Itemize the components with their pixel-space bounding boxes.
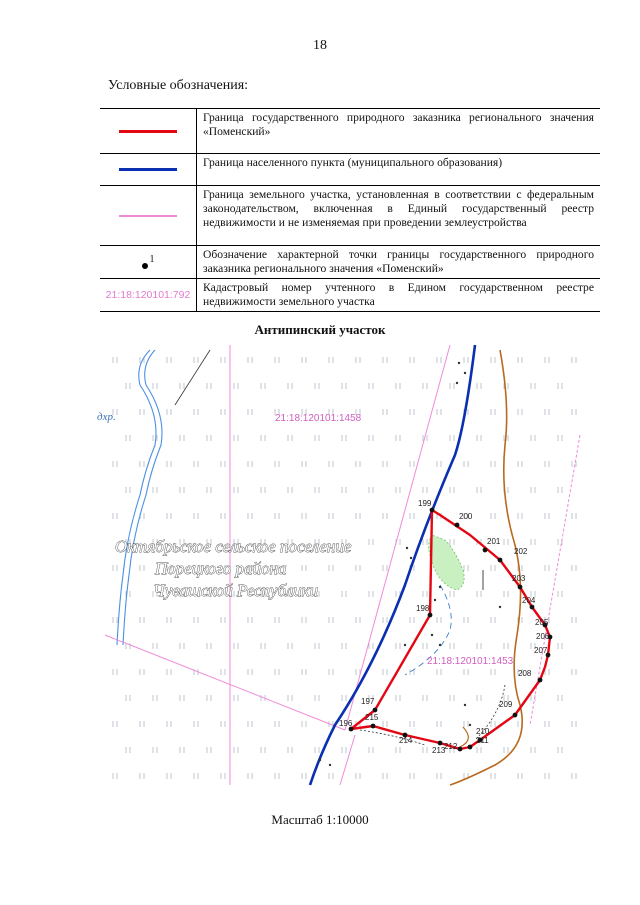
boundary-point-label: 202 [514,547,528,556]
legend-row-cadastral [100,279,600,312]
boundary-point [373,708,378,713]
legend-symbol [100,279,197,312]
map-title: Антипинский участок [254,322,386,337]
cadastral-sample: 21:18:120101:792 [105,289,191,301]
boundary-point [530,605,535,610]
boundary-point [513,713,518,718]
boundary-point [483,548,488,553]
legend-row-point [100,246,600,279]
boundary-point-label: 198 [416,604,430,613]
map-canvas [97,345,585,785]
boundary-point-label: 203 [512,574,526,583]
boundary-point [455,523,460,528]
point-sample: 1 [149,254,155,265]
legend-text: Граница земельного участка, установленная в соответствии с федеральным законодательством, включенная в Единый государственный реестр недвижимости и не изменяемая при проведении землеустройства [197,186,601,246]
boundary-point [538,678,543,683]
boundary-point [498,558,503,563]
vegetation-patch [429,535,464,590]
legend-symbol [100,109,197,154]
boundary-point-label: 214 [399,736,413,745]
boundary-point-label: 197 [361,697,375,706]
parcel-boundary [340,735,355,785]
legend-symbol [100,186,197,246]
boundary-point-label: 200 [459,512,473,521]
pink-line-icon [119,215,177,217]
map-scale: Масштаб 1:10000 [271,812,369,827]
boundary-point-label: 213 [432,746,446,755]
legend-row-settlement [100,154,600,186]
boundary-point [428,613,433,618]
cadastral-label: 21:18:120101:1458 [275,413,362,424]
boundary-point [458,747,463,752]
boundary-point-label: 206 [536,632,550,641]
parcel-boundary [105,635,345,730]
river-line [123,350,162,645]
boundary-point-label: 205 [535,618,549,627]
boundary-point-label: 207 [534,646,548,655]
ditch-label: дхр. [97,411,116,423]
legend-text: Граница государственного природного заказника регионального значения «Поменский» [197,109,601,154]
boundary-point-label: 201 [487,537,501,546]
legend-text: Обозначение характерной точки границы государственного природного заказника регионального значения «Поменский» [197,246,601,279]
settlement-label-line: Октябрьское сельское поселение [115,537,352,556]
boundary-point-label: 212 [444,742,458,751]
boundary-point [430,508,435,513]
legend-symbol [100,246,197,279]
settlement-label-line: Порецкого района [155,559,287,578]
boundary-point-label: 199 [418,499,432,508]
legend-text: Кадастровый номер учтенного в Едином государственном реестре недвижимости земельного участка [197,279,601,312]
road-line [460,727,468,747]
boundary-point-label: 215 [365,713,379,722]
settlement-label [115,537,352,600]
legend-title: Условные обозначения: [108,78,249,93]
boundary-point [438,741,443,746]
boundary-points [339,499,552,755]
boundary-point-label: 208 [518,669,532,678]
boundary-point [518,585,523,590]
red-line-icon [119,130,177,133]
blue-line-icon [119,168,177,171]
legend-text: Граница населенного пункта (муниципального образования) [197,154,601,186]
boundary-point [371,724,376,729]
boundary-point-label: 210 [476,727,490,736]
legend-row-reserve [100,109,600,154]
boundary-point-label: 196 [339,719,353,728]
page-number: 18 [313,38,327,53]
boundary-point-label: 209 [499,700,513,709]
boundary-point [468,745,473,750]
boundary-point-label: 211 [476,736,489,745]
river-line [117,350,156,645]
point-icon [142,263,148,269]
settlement-label-line: Чувашской Республики [153,581,319,600]
legend-row-parcel [100,186,600,246]
legend-table [100,108,600,312]
legend-symbol [100,154,197,186]
boundary-point-label: 204 [522,596,536,605]
cadastral-label: 21:18:120101:1453 [427,656,514,667]
pointer-line [175,350,210,405]
